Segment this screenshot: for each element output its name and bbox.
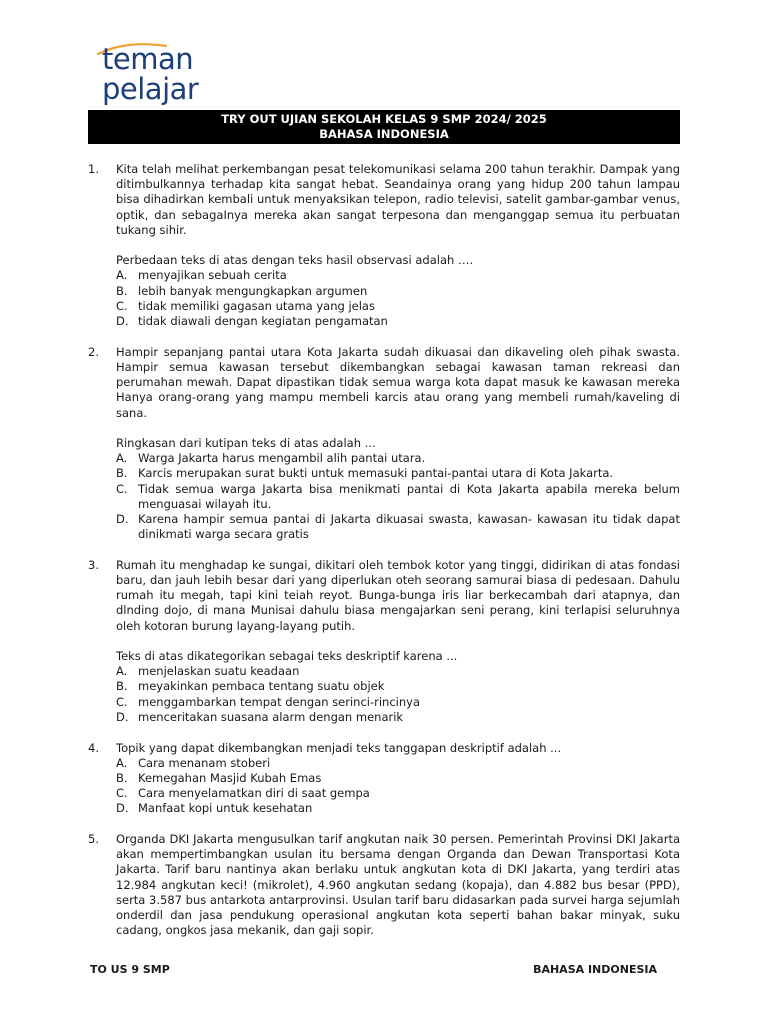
exam-title: TRY OUT UJIAN SEKOLAH KELAS 9 SMP 2024/ 2025 (221, 112, 547, 126)
option-b[interactable] (116, 284, 680, 299)
option-letter: B. (116, 283, 128, 298)
option-letter: B. (116, 466, 128, 481)
option-text: menyajikan sebuah cerita (138, 268, 287, 283)
question-stem: Kita telah melihat perkembangan pesat telekomunikasi selama 200 tahun terakhir. Dampak yang ditimbulkannya terhadap kita sangat hebat. Seandainya orang yang hidup 200 tahun lampau bisa dihadirkan kembali untuk menyaksikan telepon, radio televisi, satelit gambar-gambar venus, optik, dan sebagaInya mereka akan sangat terpesona dan menganggap semua itu perbuatan tukang sihir. (116, 162, 680, 237)
question-prompt: Teks di atas dikategorikan sebagai teks deskriptif karena ... (116, 649, 458, 664)
logo-text-line2: pelajar (102, 72, 199, 106)
option-letter: D. (116, 801, 129, 816)
option-text: Manfaat kopi untuk kesehatan (138, 801, 313, 816)
option-letter: C. (116, 481, 128, 496)
question-list (88, 162, 680, 954)
question-number: 1. (88, 162, 99, 176)
question-1 (88, 162, 680, 329)
question-number: 5. (88, 832, 99, 847)
exam-header (88, 110, 680, 144)
option-text: Cara menanam stoberi (138, 755, 271, 770)
question-stem: Topik yang dapat dikembangkan menjadi teks tanggapan deskriptif adalah ... (116, 740, 562, 755)
option-text: menjelaskan suatu keadaan (138, 664, 300, 679)
question-stem: Rumah itu menghadap ke sungai, dikitari oleh tembok kotor yang tinggi, didirikan di atas fondasi baru, dan jauh lebih besar dari yang diperlukan oteh seorang samurai biasa di pedesaan. Dahulu rumah itu megah, tapi kini teiah reyot. Bunga-bunga iris liar berkecambah dari atapnya, dan dlnding dojo, di mana Munisai dahulu biasa mengajarkan seni perang, kini terlapisi seluruhnya oleh kotoran burung layang-layang putih. (116, 557, 680, 633)
logo-text-line1: teman (102, 42, 194, 76)
question-number: 2. (88, 344, 99, 359)
option-letter: C. (116, 786, 128, 801)
option-d[interactable] (116, 710, 680, 725)
option-letter: D. (116, 709, 129, 724)
option-text: Cara menyelamatkan diri di saat gempa (138, 786, 370, 801)
option-letter: A. (116, 664, 128, 679)
question-number: 3. (88, 557, 99, 572)
question-number: 4. (88, 740, 99, 755)
option-letter: A. (116, 451, 128, 466)
option-d[interactable] (116, 314, 680, 329)
exam-subject: BAHASA INDONESIA (319, 127, 449, 141)
option-b[interactable] (116, 466, 680, 481)
option-letter: D. (116, 511, 129, 526)
option-text: tidak diawali dengan kegiatan pengamatan (138, 314, 388, 329)
option-letter: D. (116, 314, 129, 329)
question-prompt: Perbedaan teks di atas dengan teks hasil observasi adalah …. (116, 253, 474, 268)
option-a[interactable] (116, 664, 680, 679)
option-text: Karcis merupakan surat bukti untuk memasuki pantai-pantai utara di Kota Jakarta. (138, 466, 614, 481)
option-letter: A. (116, 268, 128, 283)
footer-subject: BAHASA INDONESIA (533, 963, 657, 976)
option-text: Karena hampir semua pantai di Jakarta dikuasai swasta, kawasan- kawasan itu tidak dapat dinikmati warga secara gratis (138, 511, 680, 542)
option-letter: C. (116, 694, 128, 709)
option-c[interactable] (116, 695, 680, 710)
option-c[interactable] (116, 299, 680, 314)
question-5 (88, 832, 680, 938)
option-text: menceritakan suasana alarm dengan menarik (138, 709, 404, 724)
option-letter: A. (116, 755, 128, 770)
question-stem: Organda DKI Jakarta mengusulkan tarif angkutan naik 30 persen. Pemerintah Provinsi DKI Jakarta akan mempertimbangkan usulan itu bersama dengan Organda dan Dewan Transportasi Kota Jakarta. Tarif baru nantinya akan berlaku untuk angkutan kota di DKI Jakarta, yang terdiri atas 12.984 angkutan keci! (mikrolet), 4.960 angkutan sedang (kopaja), dan 4.882 bus besar (PPD), serta 3.587 bus antarkota antarprovinsi. Usulan tarif baru didasarkan pada survei harga sejumlah onderdil dan jasa pendukung operasional angkutan kota seperti bahan bakar minyak, suku cadang, ongkos jasa mekanik, dan gaji sopir. (116, 832, 680, 938)
option-letter: C. (116, 298, 128, 313)
question-4 (88, 741, 680, 817)
option-letter: B. (116, 679, 128, 694)
question-stem: Hampir sepanjang pantai utara Kota Jakarta sudah dikuasai dan dikaveling oleh pihak swasta. Hampir semua kawasan tersebut dikembangkan sebagai kawasan taman rekreasi dan perumahan mewah. Dapat dipastikan tidak semua warga kota dapat masuk ke kawasan mereka Hanya orang-orang yang mampu membeli karcis atau orang yang membeli rumah/kaveling di sana. (116, 344, 680, 420)
option-d[interactable] (116, 512, 680, 542)
option-d[interactable] (116, 801, 680, 816)
teman-pelajar-logo (96, 38, 216, 110)
question-2 (88, 345, 680, 543)
option-a[interactable] (116, 756, 680, 771)
option-text: meyakinkan pembaca tentang suatu objek (138, 679, 385, 694)
option-text: menggambarkan tempat dengan serinci-rincinya (138, 694, 421, 709)
option-c[interactable] (116, 786, 680, 801)
option-text: lebih banyak mengungkapkan argumen (138, 283, 368, 298)
question-prompt: Ringkasan dari kutipan teks di atas adalah ... (116, 435, 376, 450)
option-letter: B. (116, 770, 128, 785)
option-b[interactable] (116, 679, 680, 694)
question-3 (88, 558, 680, 725)
option-text: Warga Jakarta harus mengambil alih pantai utara. (138, 451, 426, 466)
option-c[interactable] (116, 482, 680, 512)
option-text: Kemegahan Masjid Kubah Emas (138, 770, 322, 785)
option-text: Tidak semua warga Jakarta bisa menikmati pantai di Kota Jakarta apabila mereka belum menguasai wilayah itu. (138, 481, 680, 511)
footer-exam-code: TO US 9 SMP (90, 963, 170, 976)
option-text: tidak memiliki gagasan utama yang jelas (138, 298, 375, 313)
option-a[interactable] (116, 268, 680, 283)
option-a[interactable] (116, 451, 680, 466)
option-b[interactable] (116, 771, 680, 786)
